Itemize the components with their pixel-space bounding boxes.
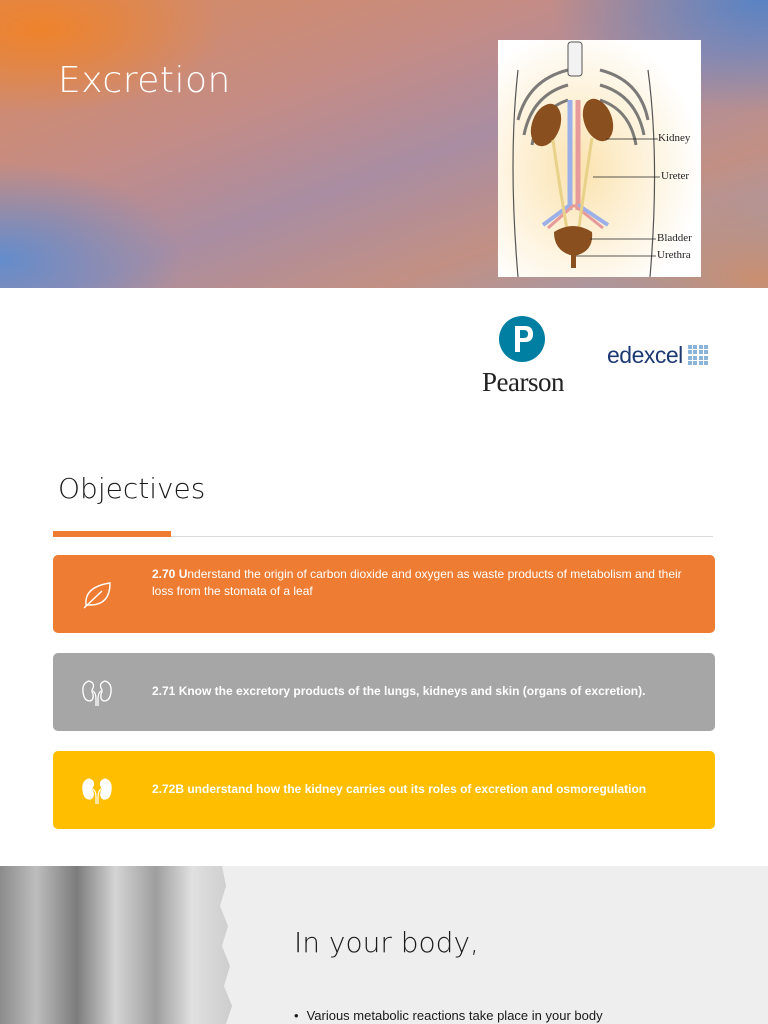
objective-text-2-70: [152, 566, 705, 600]
label-kidney: Kidney: [658, 132, 691, 144]
objective-card-2-72b: [53, 751, 715, 829]
pearson-logo: [466, 316, 580, 400]
urinary-system-diagram: [498, 40, 701, 277]
edexcel-grid-icon: [688, 345, 709, 366]
slide-title: Excretion: [58, 60, 231, 101]
pearson-p-icon: [499, 316, 545, 362]
title-slide: [0, 0, 768, 288]
edexcel-wordmark: edexcel: [607, 341, 683, 368]
pearson-wordmark: Pearson: [482, 367, 564, 397]
kidneys-filled-icon: [80, 773, 114, 807]
edexcel-logo: [607, 340, 708, 370]
label-bladder: Bladder: [657, 232, 692, 244]
blurred-photo: [0, 866, 240, 1024]
slide-heading: In your body,: [294, 926, 479, 959]
objectives-accent-bar: [53, 531, 171, 537]
objective-text-2-71: 2.71 Know the excretory products of the lungs, kidneys and skin (organs of excretion).: [152, 684, 646, 698]
label-ureter: Ureter: [661, 170, 690, 182]
bullet-item: [294, 1008, 603, 1023]
objective-card-2-70: [53, 555, 715, 633]
leaf-icon: [80, 577, 114, 611]
bullet-dot: •: [294, 1008, 299, 1023]
objective-text-2-72b: 2.72B understand how the kidney carries out its roles of excretion and osmoregulation: [152, 782, 647, 796]
torn-edge-decoration: [208, 866, 240, 1024]
kidneys-outline-icon: [80, 675, 114, 709]
objective-code: 2.70 U: [152, 567, 188, 581]
bullet-text: Various metabolic reactions take place in your body: [306, 1008, 603, 1023]
label-urethra: Urethra: [657, 249, 691, 261]
objectives-title: Objectives: [58, 472, 206, 505]
objective-body: nderstand the origin of carbon dioxide and oxygen as waste products of metabolism and their loss from the stomata of a leaf: [152, 567, 682, 598]
in-your-body-slide: [0, 866, 768, 1024]
objective-card-2-71: [53, 653, 715, 731]
